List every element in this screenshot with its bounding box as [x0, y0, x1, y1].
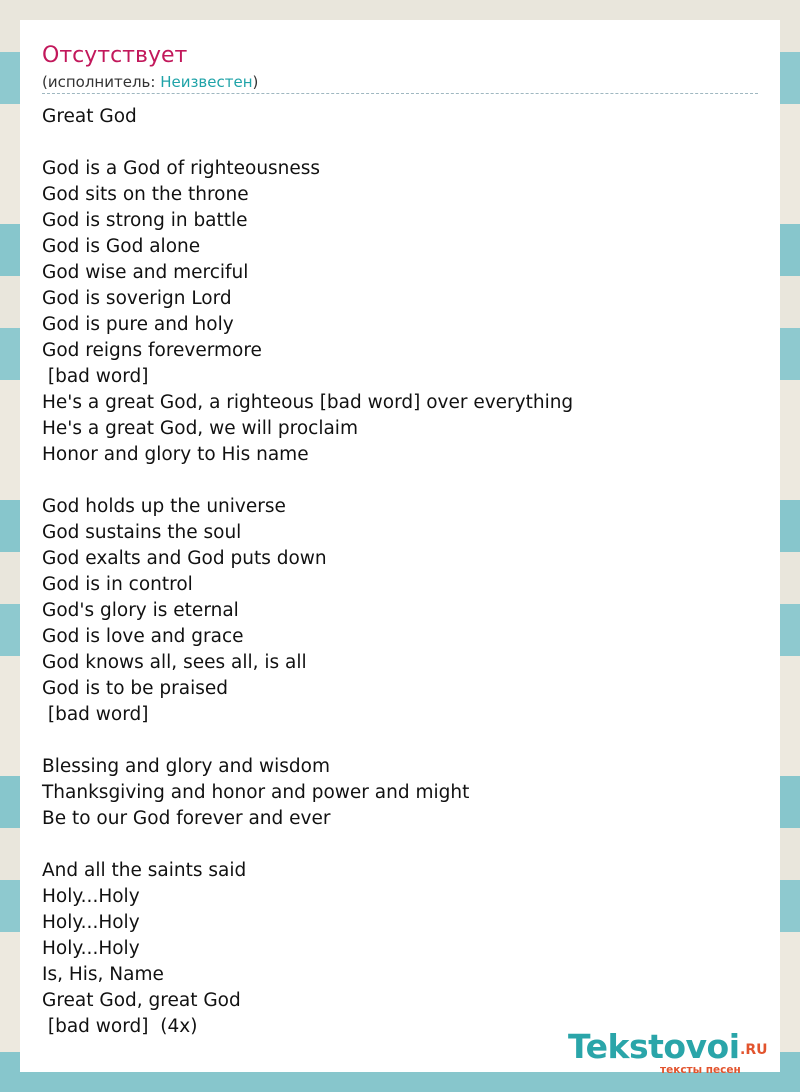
lyric-line: [bad word] — [42, 704, 149, 725]
lyric-line: He's a great God, we will proclaim — [42, 418, 358, 439]
header-divider — [42, 93, 758, 94]
artist-line — [42, 72, 258, 92]
lyric-line: God exalts and God puts down — [42, 548, 327, 569]
lyric-line — [42, 130, 758, 156]
artist-link[interactable]: Неизвестен — [160, 73, 253, 91]
lyric-line — [42, 832, 758, 858]
logo-tld: .RU — [740, 1042, 768, 1058]
lyric-line — [42, 468, 758, 494]
lyric-line: Holy...Holy — [42, 886, 140, 907]
artist-prefix: (исполнитель: — [42, 73, 161, 91]
lyric-line: God sits on the throne — [42, 184, 249, 205]
artist-suffix: ) — [252, 73, 259, 91]
lyric-line: God reigns forevermore — [42, 340, 262, 361]
lyric-line — [42, 728, 758, 754]
lyric-line: God sustains the soul — [42, 522, 242, 543]
lyric-line: God is pure and holy — [42, 314, 234, 335]
lyrics-card — [20, 20, 780, 1076]
lyric-line: And all the saints said — [42, 860, 247, 881]
lyric-line: [bad word] (4x) — [42, 1016, 198, 1037]
lyric-line: God holds up the universe — [42, 496, 286, 517]
lyric-line: God is soverign Lord — [42, 288, 232, 309]
lyric-line: Great God, great God — [42, 990, 241, 1011]
song-title: Отсутствует — [42, 43, 188, 68]
lyric-line: God knows all, sees all, is all — [42, 652, 307, 673]
lyric-line: God is to be praised — [42, 678, 228, 699]
lyric-line: Blessing and glory and wisdom — [42, 756, 330, 777]
lyric-line: God is strong in battle — [42, 210, 248, 231]
lyric-line: Holy...Holy — [42, 912, 140, 933]
logo-wordmark: Tekstovoi — [568, 1027, 740, 1066]
lyric-line: Thanksgiving and honor and power and might — [42, 782, 470, 803]
lyric-line: God wise and merciful — [42, 262, 249, 283]
lyric-line: Great God — [42, 106, 137, 127]
lyric-line: God's glory is eternal — [42, 600, 239, 621]
logo-tagline: тексты песен — [660, 1064, 741, 1076]
lyric-line: Be to our God forever and ever — [42, 808, 331, 829]
lyric-line: God is God alone — [42, 236, 201, 257]
lyric-line: Holy...Holy — [42, 938, 140, 959]
lyric-line: Honor and glory to His name — [42, 444, 309, 465]
lyrics-body — [42, 104, 758, 1040]
lyric-line: Is, His, Name — [42, 964, 164, 985]
lyric-line: God is in control — [42, 574, 193, 595]
lyric-line: [bad word] — [42, 366, 149, 387]
lyric-line: God is a God of righteousness — [42, 158, 321, 179]
lyric-line: He's a great God, a righteous [bad word] over everything — [42, 392, 574, 413]
site-logo[interactable] — [568, 1027, 778, 1076]
lyric-line: God is love and grace — [42, 626, 244, 647]
